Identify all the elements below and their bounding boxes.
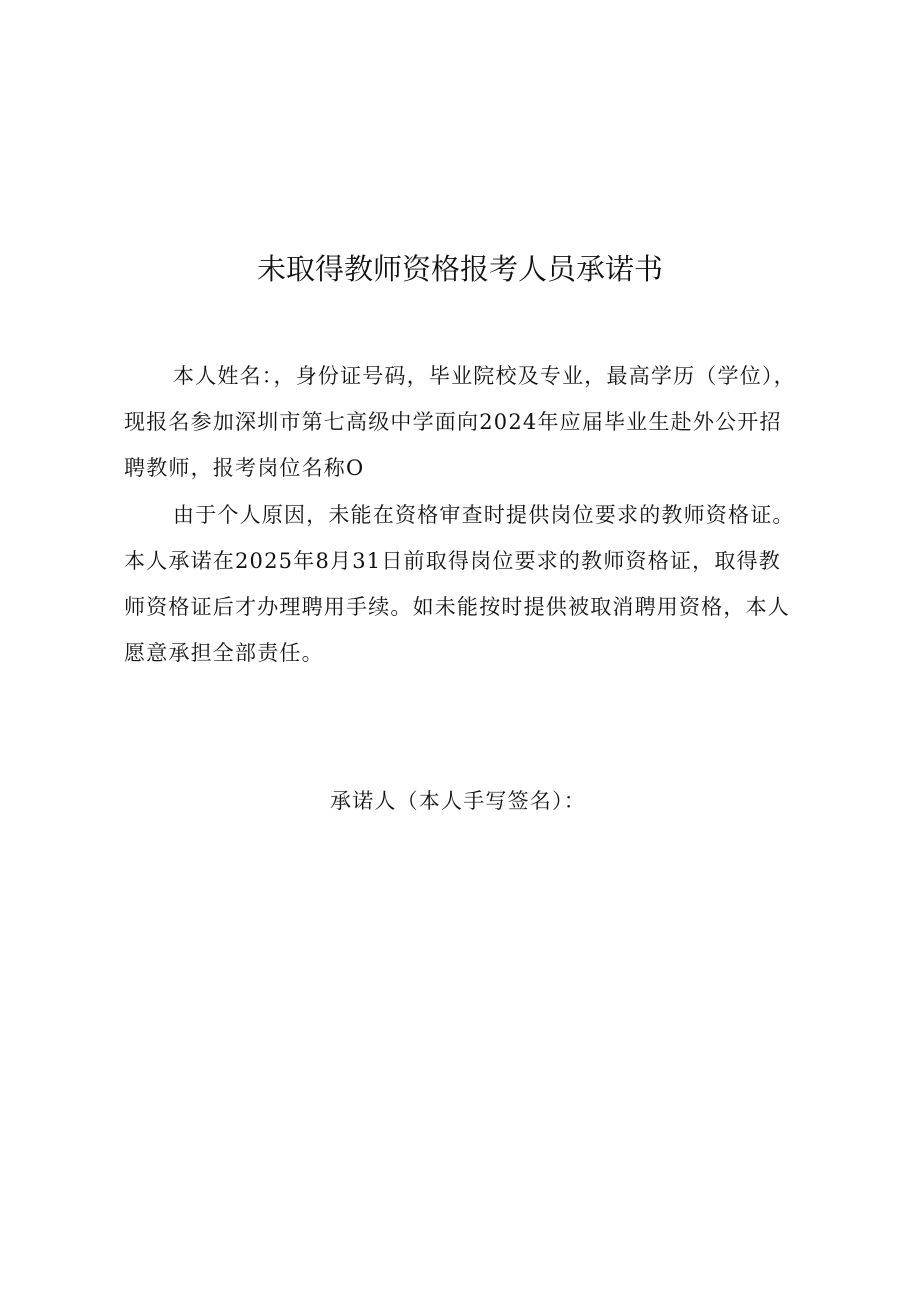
signature-label: 承诺人（本人手写签名）：	[330, 789, 586, 813]
document-title: 未取得教师资格报考人员承诺书	[256, 252, 663, 286]
paragraph-2-line-1: 由于个人原因，未能在资格审查时提供岗位要求的教师资格证。	[173, 503, 795, 527]
paragraph-commitment	[124, 492, 814, 676]
paragraph-1-line-3: 聘教师，报考岗位名称O	[124, 456, 365, 480]
paragraph-1-line-2: 现报名参加深圳市第七高级中学面向2024年应届毕业生赴外公开招	[124, 410, 782, 434]
paragraph-2-line-3: 师资格证后才办理聘用手续。如未能按时提供被取消聘用资格，本人	[124, 595, 790, 619]
paragraph-2-line-4: 愿意承担全部责任。	[124, 641, 324, 665]
paragraph-applicant-info	[124, 353, 814, 491]
paragraph-2-line-2: 本人承诺在2025年8月31日前取得岗位要求的教师资格证，取得教	[124, 549, 781, 573]
paragraph-1-line-1: 本人姓名：，身份证号码，毕业院校及专业，最高学历（学位），	[173, 364, 796, 388]
